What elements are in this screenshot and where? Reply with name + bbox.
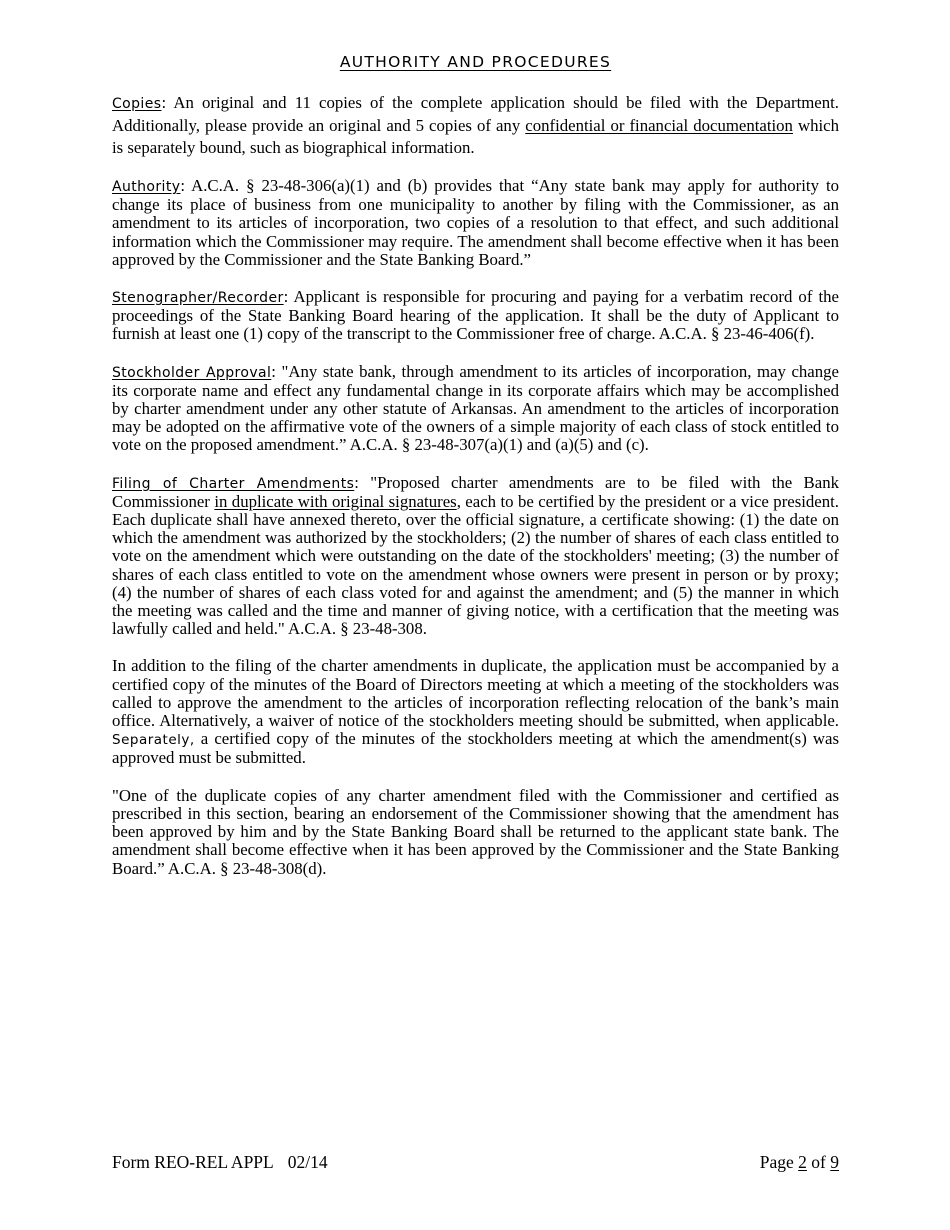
separately-word: Separately, [112, 732, 195, 749]
page-title: AUTHORITY AND PROCEDURES [339, 53, 612, 71]
current-page: 2 [798, 1152, 807, 1172]
filing-paragraph: Filing of Charter Amendments: "Proposed charter amendments are to be filed with the Bank Commissioner in duplicate with original signatures, each to be certified by the president or a vice president. Each duplicate shall have annexed thereto, over the official signature, a certificate showing: (1) the date on which the amendment was authorized by the stockholders; (2) the number of shares of each class entitled to vote on the amendment which were outstanding on the date of the stockholders' meeting; (3) the number of shares of each class entitled to vote on the amendment whose owners were present in person or by proxy; (4) the number of shares of each class voted for and against the amendment; and (5) the manner in which the meeting was called and the time and manner of giving notice, with a certification that the meeting was lawfully called and held." A.C.A. § 23-48-308. [112, 472, 840, 639]
page-footer [112, 1152, 839, 1173]
form-date: 02/14 [287, 1152, 328, 1172]
authority-paragraph: Authority: A.C.A. § 23-48-306(a)(1) and (b) provides that “Any state bank may apply for authority to change its place of business from one municipality to another by filing with the Commissioner, as an amendment to its articles of incorporation, two copies of a resolution to that effect, and such additional information which the Commissioner may require. The amendment shall become effective when it has been approved by the Commissioner and the State Banking Board.” [112, 176, 839, 269]
copies-heading: Copies [112, 96, 162, 112]
stenographer-paragraph: Stenographer/Recorder: Applicant is responsible for procuring and paying for a verbatim record of the proceedings of the State Banking Board hearing of the application. It shall be the duty of Applicant to furnish at least one (1) copy of the transcript to the Commissioner free of charge. A.C.A. § 23-46-406(f). [112, 287, 839, 344]
document-page [112, 53, 839, 897]
page-number: Page 2 of 9 [759, 1152, 839, 1172]
total-pages: 9 [830, 1152, 839, 1172]
copies-paragraph: Copies: An original and 11 copies of the complete application should be filed with the Department. Additionally, please provide an original and 5 copies of any confidential or financial documentation which is separately bound, such as biographical information. [112, 93, 839, 157]
confidential-docs-phrase: confidential or financial documentation [525, 116, 793, 135]
stockholder-approval-paragraph: Stockholder Approval: "Any state bank, through amendment to its articles of incorporation, may change its corporate name and effect any fundamental change in its corporate affairs which may be accomplished by charter amendment under any other statute of Arkansas. An amendment to the articles of incorporation may be adopted on the affirmative vote of the owners of a simple majority of each class of stock entitled to vote on the proposed amendment.” A.C.A. § 23-48-307(a)(1) and (a)(5) and (c). [112, 361, 839, 455]
form-id: Form REO-REL APPL 02/14 [112, 1152, 328, 1172]
addition-paragraph: In addition to the filing of the charter amendments in duplicate, the application must be accompanied by a certified copy of the minutes of the Board of Directors meeting at which a meeting of the stockholders was called to approve the amendment to the articles of incorporation reflecting relocation of the bank’s main office. Alternatively, a waiver of notice of the stockholders meeting should be submitted, when applicable. Separately, a certified copy of the minutes of the stockholders meeting at which the amendment(s) was approved must be submitted. [112, 656, 839, 768]
authority-heading: Authority [112, 179, 181, 195]
duplicate-copies-paragraph: "One of the duplicate copies of any charter amendment filed with the Commissioner and certified as prescribed in this section, bearing an endorsement of the Commissioner showing that the amendment has been approved by him and by the State Banking Board shall be returned to the applicant state bank. The amendment shall become effective when it has been approved by the Commissioner and the State Banking Board.” A.C.A. § 23-48-308(d). [112, 785, 839, 878]
duplicate-signatures-phrase: in duplicate with original signatures [214, 491, 457, 511]
stenographer-heading: Stenographer/Recorder [112, 290, 284, 307]
stockholder-approval-heading: Stockholder Approval [112, 364, 272, 381]
filing-heading: Filing of Charter Amendments [112, 475, 355, 492]
